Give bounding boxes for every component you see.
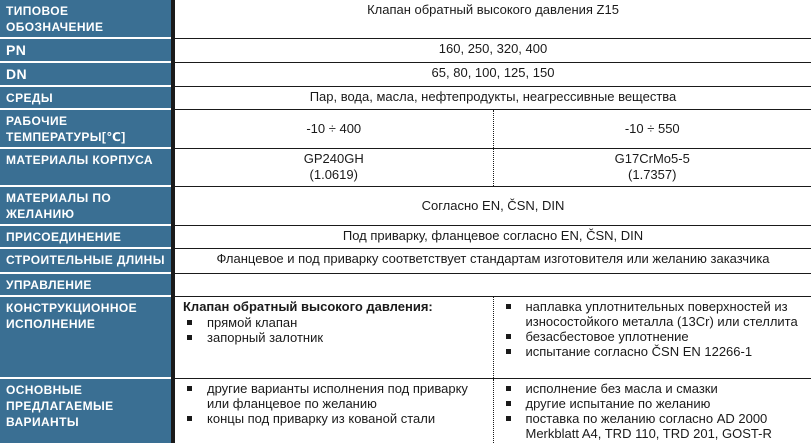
row-type: [0, 0, 811, 38]
label-connection: ПРИСОЕДИНЕНИЕ: [0, 225, 171, 248]
label-pn: PN: [6, 42, 27, 58]
value-control: [175, 273, 811, 296]
label-lengths: СТРОИТЕЛЬНЫЕ ДЛИНЫ: [0, 248, 171, 273]
label-variants: ОСНОВНЫЕ ПРЕДЛАГАЕМЫЕ ВАРИАНТЫ: [0, 378, 171, 443]
row-body-materials: [0, 148, 811, 186]
label-dn: DN: [6, 66, 28, 82]
material-1-name: GP240GH: [303, 150, 364, 166]
value-temp-1: -10 ÷ 400: [175, 109, 493, 148]
list-item: запорный залотник: [179, 330, 489, 345]
list-item: безасбестовое уплотнение: [498, 329, 808, 344]
label-design: КОНСТРУКЦИОННОЕ ИСПОЛНЕНИЕ: [0, 296, 171, 378]
label-temps: РАБОЧИЕ ТЕМПЕРАТУРЫ[℃]: [0, 109, 171, 148]
row-variants: [0, 378, 811, 443]
row-lengths: [0, 248, 811, 273]
label-body-materials: МАТЕРИАЛЫ КОРПУСА: [0, 148, 171, 186]
value-pn: 160, 250, 320, 400: [175, 38, 811, 62]
list-item: испытание согласно ČSN EN 12266-1: [498, 344, 808, 359]
row-pn: [0, 38, 811, 62]
value-optional-materials: Согласно EN, ČSN, DIN: [175, 186, 811, 225]
material-1-code: (1.0619): [309, 166, 358, 182]
label-media: СРЕДЫ: [0, 86, 171, 109]
design-subtitle: Клапан обратный высокого давления:: [183, 298, 433, 314]
material-2-name: G17CrMo5-5: [614, 150, 690, 166]
value-temp-2: -10 ÷ 550: [493, 109, 811, 148]
value-dn: 65, 80, 100, 125, 150: [175, 62, 811, 86]
value-lengths: Фланцевое и под приварку соответствует стандартам изготовителя или желанию заказчика: [175, 248, 811, 273]
value-type: Клапан обратный высокого давления Z15: [175, 0, 811, 38]
material-2-code: (1.7357): [628, 166, 677, 182]
label-control: УПРАВЛЕНИЕ: [0, 273, 171, 296]
list-item: исполнение без масла и смазки: [498, 381, 808, 396]
design-right-list: [498, 299, 808, 359]
row-control: [0, 273, 811, 296]
value-media: Пар, вода, масла, нефтепродукты, неагрессивные вещества: [175, 86, 811, 109]
row-media: [0, 86, 811, 109]
value-connection: Под приварку, фланцевое согласно EN, ČSN, DIN: [175, 225, 811, 248]
design-left-list: [179, 315, 489, 345]
list-item: прямой клапан: [179, 315, 489, 330]
list-item: другие варианты исполнения под приварку или фланцевое по желанию: [179, 381, 489, 411]
row-connection: [0, 225, 811, 248]
label-type: ТИПОВОЕ ОБОЗНАЧЕНИЕ: [0, 0, 171, 38]
list-item: наплавка уплотнительных поверхностей из износостойкого металла (13Cr) или стеллита: [498, 299, 808, 329]
row-temps: [0, 109, 811, 148]
list-item: другие испытание по желанию: [498, 396, 808, 411]
row-dn: [0, 62, 811, 86]
row-optional-materials: [0, 186, 811, 225]
row-design: [0, 296, 811, 378]
list-item: поставка по желанию согласно AD 2000 Merkblatt A4, TRD 110, TRD 201, GOST-R: [498, 411, 808, 441]
list-item: концы под приварку из кованой стали: [179, 411, 489, 426]
variants-left-list: [179, 381, 489, 426]
label-optional-materials: МАТЕРИАЛЫ ПО ЖЕЛАНИЮ: [0, 186, 171, 225]
